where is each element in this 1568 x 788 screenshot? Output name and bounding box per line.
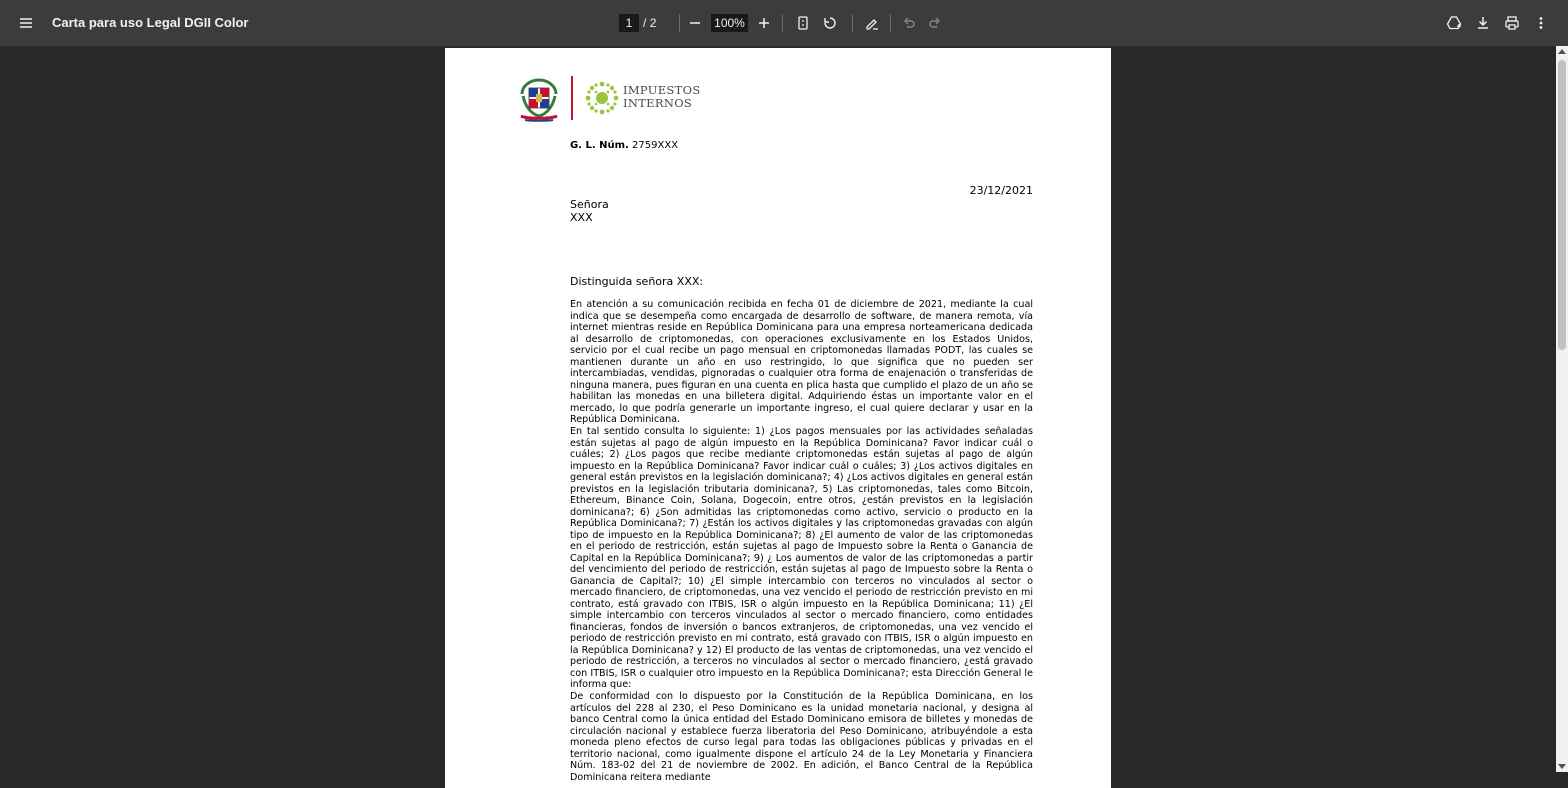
page-separator: / xyxy=(643,16,647,30)
document-viewer xyxy=(0,46,1556,783)
coat-of-arms-icon xyxy=(518,76,560,122)
toolbar-divider xyxy=(679,14,680,32)
minus-icon xyxy=(687,15,703,31)
toolbar-divider xyxy=(782,14,783,32)
recipient-name: XXX xyxy=(570,211,593,224)
logo-line-2: INTERNOS xyxy=(623,96,693,110)
toolbar-divider xyxy=(852,14,853,32)
zoom-out-button[interactable] xyxy=(681,9,709,37)
undo-icon xyxy=(901,15,917,31)
rotate-icon xyxy=(822,15,838,31)
vertical-scrollbar[interactable] xyxy=(1556,46,1568,772)
recipient-block xyxy=(570,198,609,224)
undo-button[interactable] xyxy=(895,9,923,37)
pdf-page xyxy=(445,48,1111,788)
fit-page-icon xyxy=(795,15,811,31)
drive-icon xyxy=(1446,15,1462,31)
paragraph-2: En tal sentido consulta lo siguiente: 1) ¿Los pagos mensuales por las actividades señaladas están sujetas al pago de algún impuesto en la República Dominicana? Favor indicar cuál o cuáles; 2) ¿Los pagos que recibe mediante criptomonedas están sujetas al pago de algún impuesto en la República Dominicana? Favor indicar cuál o cuáles; 3) ¿Los activos digitales en general están previstos en la legislación dominicana?; 4) ¿Los activos digitales en general están previstos en la legislación tributaria dominicana?, 5) Las criptomonedas, tales como Bitcoin, Ethereum, Binance Coin, Solana, Dogecoin, entre otros, ¿están previstos en la legislación dominicana?; 6) ¿Son admitidas las criptomonedas como activo, servicio o producto en la República Dominicana?; 7) ¿Están los activos digitales y las criptomonedas gravadas con algún tipo de impuesto en la República Dominicana?; 8) ¿El aumento de valor de las criptomonedas en el periodo de restricción, están sujetas al pago de Impuesto sobre la Renta o Ganancia de Capital en la República Dominicana?; 9) ¿ Los aumentos de valor de las criptomonedas a partir del vencimiento del periodo de restricción, están sujetas al pago de Impuesto sobre la Renta o Ganancia de Capital?; 10) ¿El simple intercambio con terceros no vinculados al sector o mercado financiero, de criptomonedas, una vez vencido el periodo de restricción previsto en mi contrato, está gravado con ITBIS, ISR o algún impuesto en la República Dominicana; 11) ¿El simple intercambio con terceros vinculados al sector o mercado financiero, como entidades financieras, fondos de inversión o bancos extranjeros, de criptomonedas, una vez vencido el periodo de restricción previsto en mi contrato, está gravado con ITBIS, ISR o algún impuesto en la República Dominicana? y 12) El producto de las ventas de criptomonedas, una vez vencido el periodo de restricción, a terceros no vinculados al sector o mercado financiero, ¿está gravado con ITBIS, ISR o cualquier otro impuesto en la República Dominicana?; esta Dirección General le informa que: xyxy=(570,426,1033,690)
scroll-up-arrow-icon[interactable] xyxy=(1558,48,1566,54)
dgii-sun-logo-icon xyxy=(583,79,621,117)
logo-line-1: IMPUESTOS xyxy=(623,83,701,97)
pen-icon xyxy=(864,15,880,31)
scroll-down-arrow-icon[interactable] xyxy=(1558,764,1566,770)
save-to-drive-button[interactable] xyxy=(1440,9,1468,37)
fit-page-button[interactable] xyxy=(789,9,817,37)
zoom-input[interactable] xyxy=(711,14,748,32)
scroll-thumb[interactable] xyxy=(1558,60,1566,350)
menu-icon[interactable] xyxy=(12,9,40,37)
salutation: Distinguida señora XXX: xyxy=(570,275,704,288)
download-icon xyxy=(1475,15,1491,31)
recipient-title: Señora xyxy=(570,198,609,211)
print-icon xyxy=(1504,15,1520,31)
redo-icon xyxy=(927,15,943,31)
total-pages: 2 xyxy=(649,16,657,30)
zoom-in-button[interactable] xyxy=(750,9,778,37)
pdf-toolbar xyxy=(0,0,1568,46)
document-title: Carta para uso Legal DGII Color xyxy=(52,15,249,30)
page-number-input[interactable] xyxy=(619,14,639,32)
letter-date: 23/12/2021 xyxy=(969,184,1033,197)
gl-number: 2759XXX xyxy=(632,140,679,151)
dgii-logo-text xyxy=(623,84,701,110)
annotate-button[interactable] xyxy=(858,9,886,37)
toolbar-divider xyxy=(890,14,891,32)
gl-number-line xyxy=(570,140,678,151)
more-vert-icon xyxy=(1533,15,1549,31)
rotate-button[interactable] xyxy=(816,9,844,37)
paragraph-3: De conformidad con lo dispuesto por la Constitución de la República Dominicana, en los artículos del 228 al 230, el Peso Dominicano es la unidad monetaria nacional, y designa al banco Central como la única entidad del Estado Dominicano emisora de billetes y monedas de circulación nacional y establece fuerza liberatoria del Peso Dominicano, atribuyéndole a esta moneda pleno efectos de curso legal para todas las obligaciones públicas y privadas en el territorio nacional, como igualmente dispone el artículo 24 de la Ley Monetaria y Financiera Núm. 183-02 del 21 de noviembre de 2002. En adición, el Banco Central de la República Dominicana reitera mediante xyxy=(570,691,1033,783)
more-options-button[interactable] xyxy=(1527,9,1555,37)
plus-icon xyxy=(756,15,772,31)
redo-button[interactable] xyxy=(921,9,949,37)
logo-divider xyxy=(571,76,573,120)
print-button[interactable] xyxy=(1498,9,1526,37)
gl-label: G. L. Núm. xyxy=(570,140,629,151)
page-count xyxy=(643,16,656,30)
paragraph-1: En atención a su comunicación recibida en fecha 01 de diciembre de 2021, mediante la cual indica que se desempeña como encargada de desarrollo de software, de manera remota, vía internet mientras reside en República Dominicana para una empresa norteamericana dedicada al desarrollo de criptomonedas, con operaciones exclusivamente en los Estados Unidos, servicio por el cual recibe un pago mensual en criptomonedas llamadas PODT, las cuales se mantienen durante un año en uso restringido, lo que significa que no pueden ser intercambiadas, vendidas, pignoradas o cualquier otra forma de enajenación o transferidas de ninguna manera, pues figuran en una cuenta en plica hasta que cumplido el plazo de un año se habilitan las monedas en una billetera digital. Adquiriendo éstas un importante valor en el mercado, lo que podría generarle un importante ingreso, el cual quiere declarar y usar en la República Dominicana. xyxy=(570,299,1033,425)
download-button[interactable] xyxy=(1469,9,1497,37)
